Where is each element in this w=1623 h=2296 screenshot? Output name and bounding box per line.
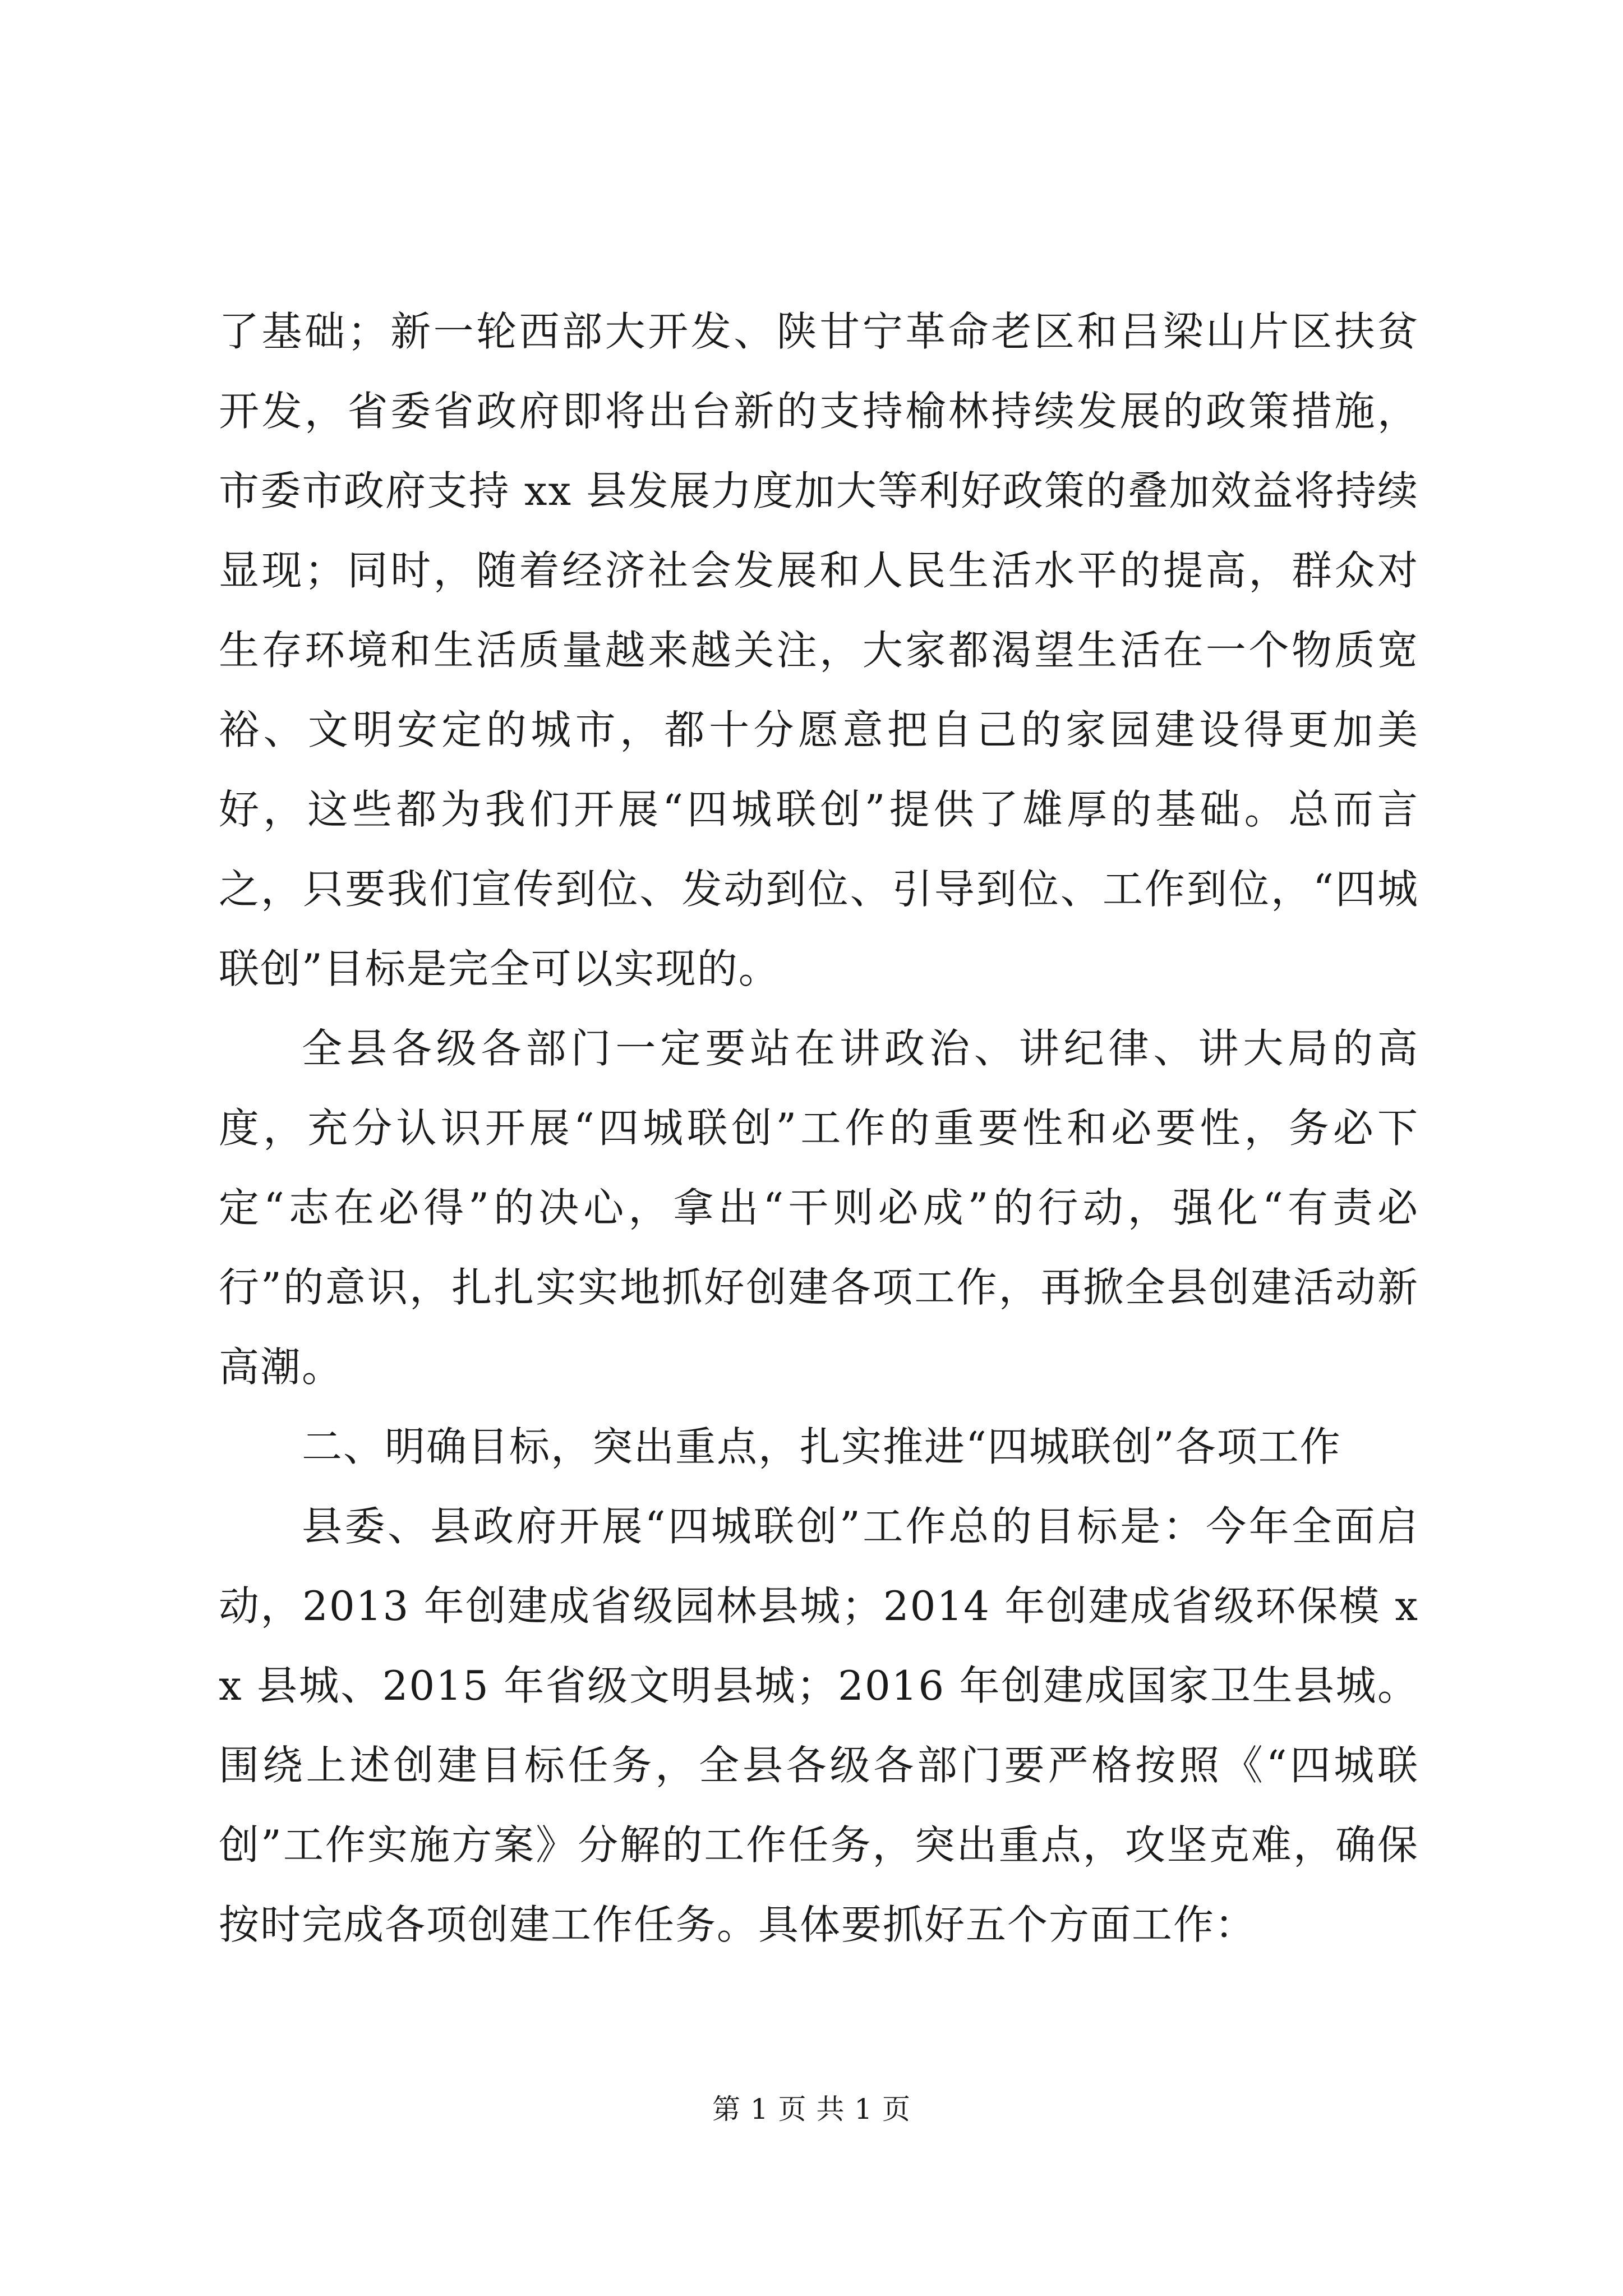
paragraph-goals: 县委、县政府开展“四城联创”工作总的目标是：今年全面启动，2013 年创建成省级园林县城；2014 年创建成省级环保模 xx 县城、2015 年省级文明县城；2016 年创建成国家卫生县城。围绕上述创建目标任务，全县各级各部门要严格按照《“四城联创”工作实施方案》分解的工作任务，突出重点，攻坚克难，确保按时完成各项创建工作任务。具体要抓好五个方面工作： <box>219 1503 1419 1948</box>
paragraph-continuation: 了基础；新一轮西部大开发、陕甘宁革命老区和吕梁山片区扶贫开发，省委省政府即将出台新的支持榆林持续发展的政策措施，市委市政府支持 xx 县发展力度加大等利好政策的叠加效益将持续显现；同时，随着经济社会发展和人民生活水平的提高，群众对生存环境和生活质量越来越关注，大家都渴望生活在一个物质宽裕、文明安定的城市，都十分愿意把自己的家园建设得更加美好，这些都为我们开展“四城联创”提供了雄厚的基础。总而言之，只要我们宣传到位、发动到位、引导到位、工作到位，“四城联创”目标是完全可以实现的。 <box>219 308 1419 992</box>
paragraph-awareness: 全县各级各部门一定要站在讲政治、讲纪律、讲大局的高度，充分认识开展“四城联创”工作的重要性和必要性，务必下定“志在必得”的决心，拿出“干则必成”的行动，强化“有责必行”的意识，扎扎实实地抓好创建各项工作，再掀全县创建活动新高潮。 <box>219 1025 1419 1391</box>
document-body <box>219 292 1419 1964</box>
section-heading: 二、明确目标，突出重点，扎实推进“四城联创”各项工作 <box>302 1423 1341 1470</box>
page-footer: 第 1 页 共 1 页 <box>712 2093 911 2125</box>
